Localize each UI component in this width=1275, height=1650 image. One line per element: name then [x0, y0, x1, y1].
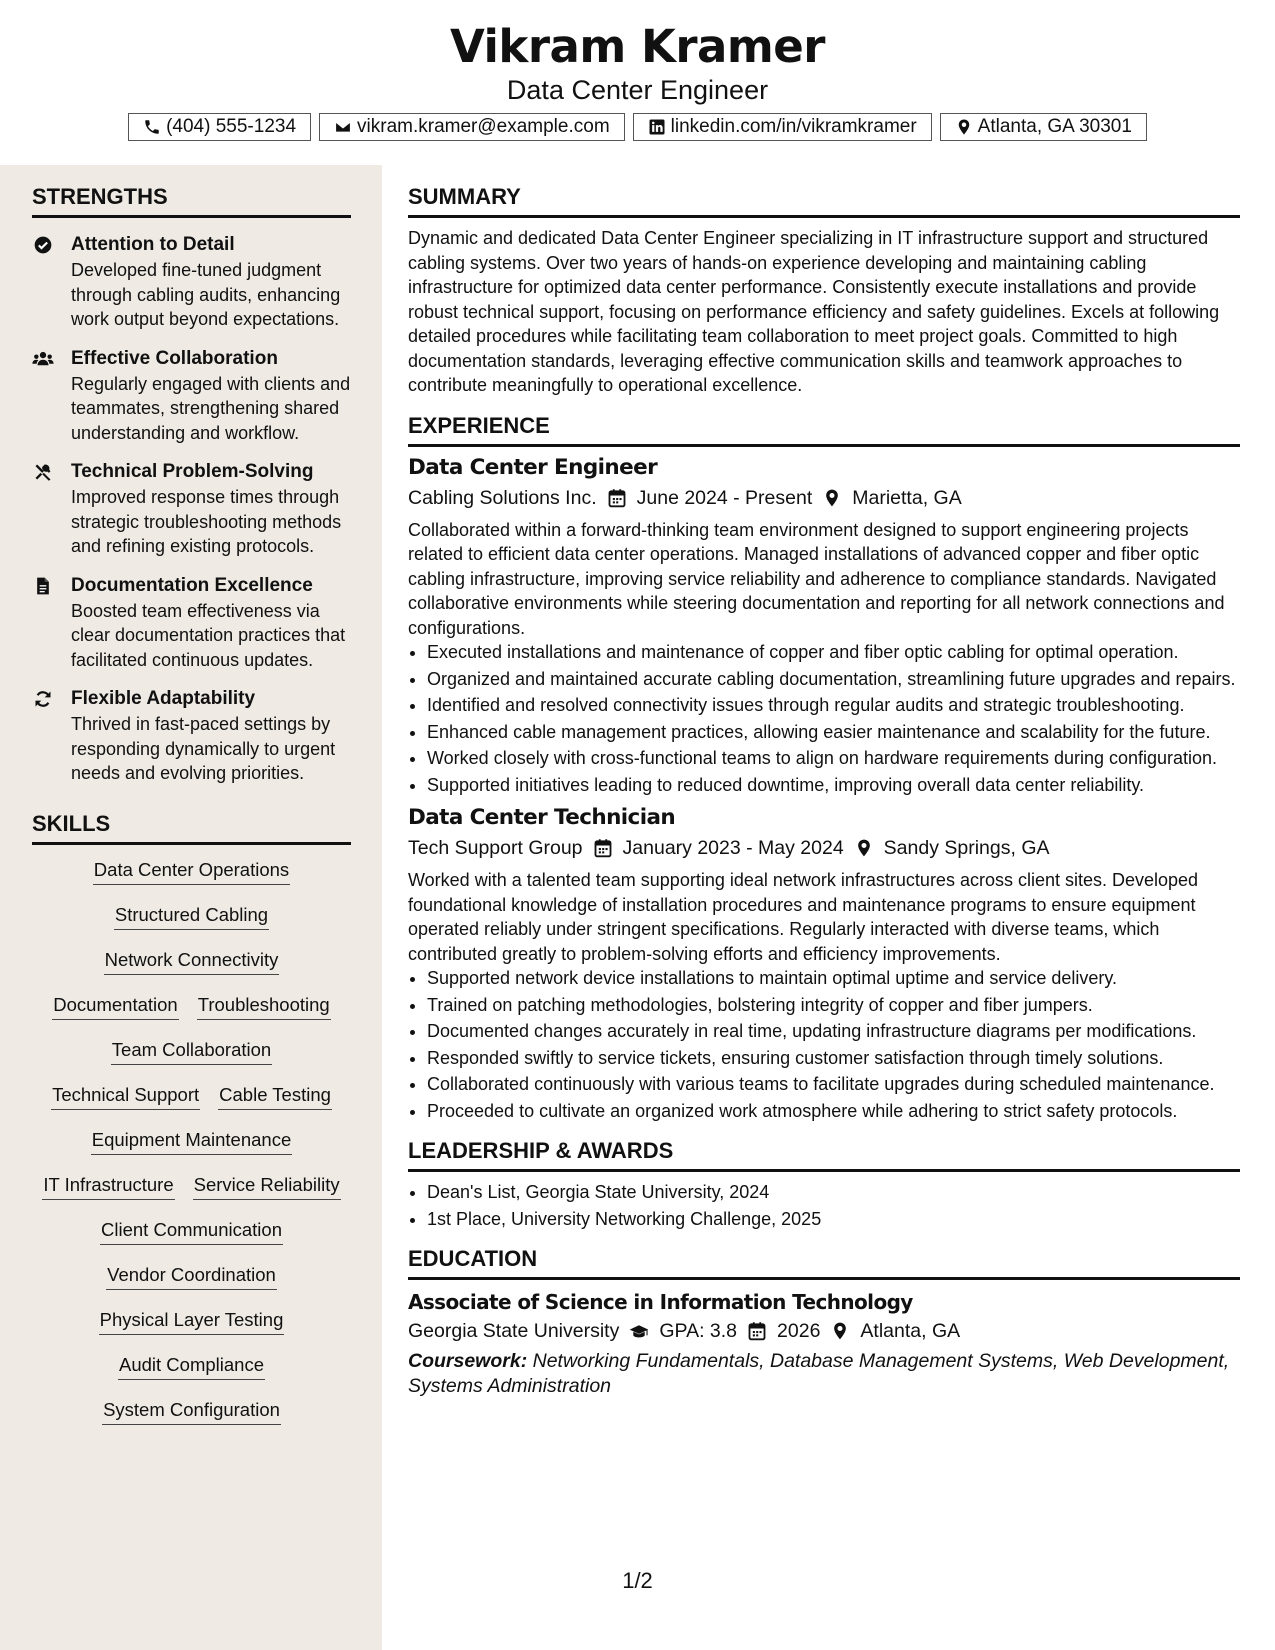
skill-row — [104, 947, 280, 992]
list-item: • Trained on patching methodologies, bolstering integrity of copper and fiber jumpers. — [427, 993, 1240, 1018]
list-item: • Dean's List, Georgia State University, 2024 — [427, 1180, 1240, 1205]
strength-item — [32, 459, 351, 559]
skill-tag: Physical Layer Testing — [99, 1307, 285, 1335]
skill-tag: Equipment Maintenance — [91, 1127, 293, 1155]
skill-tag: Technical Support — [51, 1082, 200, 1110]
skill-tag: Team Collaboration — [111, 1037, 272, 1065]
contact-email[interactable] — [319, 113, 625, 141]
skill-row — [91, 1127, 293, 1172]
strength-item — [32, 232, 351, 332]
skill-tag: Structured Cabling — [114, 902, 269, 930]
gpa: GPA: 3.8 — [659, 1320, 738, 1342]
strengths-heading: STRENGTHS — [32, 183, 351, 218]
skill-row — [102, 1397, 281, 1442]
strength-title: Effective Collaboration — [71, 347, 278, 369]
document-icon — [32, 576, 54, 596]
contact-location — [940, 113, 1147, 141]
strength-item — [32, 686, 351, 786]
job-dates: June 2024 - Present — [636, 486, 813, 509]
skill-row — [118, 1352, 265, 1397]
sidebar — [0, 165, 382, 1650]
tools-icon — [32, 462, 54, 482]
main-content — [408, 165, 1240, 1398]
education-meta — [408, 1317, 1240, 1345]
skill-row — [114, 902, 269, 947]
coursework — [408, 1349, 1240, 1398]
job-title: Data Center Engineer — [408, 454, 658, 480]
skill-row — [52, 992, 330, 1037]
page-number: 1/2 — [622, 1568, 653, 1593]
job-bullets — [408, 640, 1240, 797]
job-entry — [408, 803, 1240, 1123]
contact-location-text: Atlanta, GA 30301 — [977, 116, 1132, 137]
calendar-icon — [593, 838, 613, 858]
job-description: Worked with a talented team supporting ideal network infrastructures across client sites. Developed foundational knowledge of installation procedures and maintenance programs to ensure equipment operated reliably under stringent specifications. Regularly interacted with diverse teams, which contributed greatly to problem-solving efforts and efficiency improvements. — [408, 870, 1199, 964]
skill-tag: Data Center Operations — [93, 857, 290, 885]
strength-title: Attention to Detail — [71, 234, 235, 255]
school-location: Atlanta, GA — [860, 1320, 961, 1342]
list-item: • Responded swiftly to service tickets, ensuring customer satisfaction through timely solutions. — [427, 1046, 1240, 1071]
skill-tag: Network Connectivity — [104, 947, 280, 975]
list-item: • 1st Place, University Networking Challenge, 2025 — [427, 1207, 1240, 1232]
list-item: • Worked closely with cross-functional teams to align on hardware requirements during configuration. — [427, 746, 1240, 771]
job-meta — [408, 834, 1240, 862]
skill-tag: Audit Compliance — [118, 1352, 265, 1380]
strength-title: Documentation Excellence — [71, 574, 313, 596]
list-item: • Collaborated continuously with various teams to facilitate upgrades during scheduled maintenance. — [427, 1072, 1240, 1097]
strength-item — [32, 573, 351, 673]
degree-title: Associate of Science in Information Technology — [408, 1290, 913, 1314]
list-item: • Enhanced cable management practices, allowing easier maintenance and scalability for the future. — [427, 720, 1240, 745]
graduation-year: 2026 — [777, 1320, 821, 1342]
skill-row — [93, 857, 290, 902]
map-pin-icon — [822, 488, 842, 508]
job-title: Data Center Technician — [408, 805, 676, 830]
job-dates: January 2023 - May 2024 — [622, 837, 844, 859]
strength-desc: Improved response times through strategic troubleshooting methods and refining existing protocols. — [71, 487, 342, 556]
contact-bar — [0, 113, 1275, 141]
job-company: Cabling Solutions Inc. — [408, 486, 597, 509]
phone-icon — [143, 118, 161, 136]
skills-list — [32, 857, 351, 1442]
skill-tag: Cable Testing — [218, 1082, 332, 1110]
linkedin-icon — [648, 118, 666, 136]
school-name: Georgia State University — [408, 1320, 620, 1342]
calendar-icon — [747, 1321, 767, 1341]
skill-row — [51, 1082, 332, 1127]
education-heading: EDUCATION — [408, 1245, 1240, 1280]
skill-tag: Service Reliability — [193, 1172, 341, 1200]
strength-desc: Boosted team effectiveness via clear documentation practices that facilitated continuous updates. — [71, 600, 346, 670]
coursework-label: Coursework: — [408, 1350, 528, 1372]
list-item: • Documented changes accurately in real time, updating infrastructure diagrams per modifications. — [427, 1019, 1240, 1044]
contact-phone[interactable] — [128, 113, 311, 141]
strength-title: Technical Problem-Solving — [71, 461, 314, 482]
awards-heading: LEADERSHIP & AWARDS — [408, 1137, 1240, 1172]
strength-desc: Thrived in fast-paced settings by responding dynamically to urgent needs and evolving priorities. — [71, 714, 336, 783]
skill-row — [111, 1037, 272, 1082]
list-item: • Proceeded to cultivate an organized work atmosphere while adhering to strict safety protocols. — [427, 1099, 1240, 1124]
candidate-name: Vikram Kramer — [449, 20, 826, 73]
job-company: Tech Support Group — [408, 837, 583, 859]
contact-phone-text: (404) 555-1234 — [166, 116, 297, 137]
list-item: • Organized and maintained accurate cabling documentation, streamlining future upgrades and repairs. — [427, 667, 1240, 692]
check-circle-icon — [32, 235, 54, 255]
coursework-list: Networking Fundamentals, Database Management Systems, Web Development, Systems Administration — [408, 1350, 1230, 1397]
candidate-title: Data Center Engineer — [506, 75, 769, 105]
contact-linkedin[interactable] — [633, 113, 932, 141]
job-entry — [408, 453, 1240, 798]
calendar-icon — [607, 488, 627, 508]
strength-desc: Regularly engaged with clients and teammates, strengthening shared understanding and workflow. — [71, 373, 351, 443]
experience-heading: EXPERIENCE — [408, 412, 1240, 447]
job-bullets — [408, 966, 1240, 1123]
contact-email-text: vikram.kramer@example.com — [357, 116, 610, 137]
skill-tag: Troubleshooting — [197, 992, 331, 1020]
strength-item — [32, 346, 351, 446]
resume-header — [0, 0, 1275, 160]
skill-tag: Documentation — [52, 992, 178, 1020]
envelope-icon — [334, 118, 352, 136]
skill-row — [100, 1217, 283, 1262]
strength-desc: Developed fine-tuned judgment through cabling audits, enhancing work output beyond expectations. — [71, 260, 341, 329]
list-item: • Supported network device installations to maintain optimal uptime and service delivery. — [427, 966, 1240, 991]
job-location: Marietta, GA — [852, 486, 962, 509]
skill-tag: IT Infrastructure — [42, 1172, 174, 1200]
skills-heading: SKILLS — [32, 810, 351, 845]
job-location: Sandy Springs, GA — [883, 837, 1050, 859]
list-item: • Supported initiatives leading to reduced downtime, improving overall data center reliability. — [427, 773, 1240, 798]
list-item: • Identified and resolved connectivity issues through regular audits and strategic troubleshooting. — [427, 693, 1240, 718]
sync-icon — [32, 689, 54, 709]
skill-row — [106, 1262, 277, 1307]
job-description: Collaborated within a forward-thinking team environment designed to support engineering projects related to efficient data center operations. Managed installations of advanced copper and fiber optic cabling infrastructure, improving service reliability and adherence to compliance standards. Navigated collaborative environments while steering documentation and reporting for all network connections and configurations. — [408, 519, 1225, 638]
skill-row — [99, 1307, 285, 1352]
job-meta — [408, 484, 1240, 512]
map-pin-icon — [854, 838, 874, 858]
summary-text: Dynamic and dedicated Data Center Engineer specializing in IT infrastructure support and structured cabling systems. Over two years of hands-on experience developing and maintaining cabling infrastructure for optimized data center performance. Consistently execute installations and provide robust technical support, focusing on performance efficiency and safety guidelines. Excels at following detailed procedures while facilitating team collaboration to meet project goals. Committed to high documentation standards, leveraging effective communication skills and teamwork approaches to contribute meaningfully to operational excellence. — [408, 228, 1220, 395]
skill-tag: System Configuration — [102, 1397, 281, 1425]
map-pin-icon — [830, 1321, 850, 1341]
skill-tag: Client Communication — [100, 1217, 283, 1245]
strength-title: Flexible Adaptability — [71, 688, 256, 709]
summary-heading: SUMMARY — [408, 183, 1240, 218]
graduation-cap-icon — [629, 1321, 649, 1341]
skill-row — [42, 1172, 340, 1217]
list-item: • Executed installations and maintenance of copper and fiber optic cabling for optimal operation. — [427, 640, 1240, 665]
contact-linkedin-text: linkedin.com/in/vikramkramer — [670, 116, 917, 137]
users-icon — [32, 349, 54, 369]
skill-tag: Vendor Coordination — [106, 1262, 277, 1290]
awards-list — [408, 1180, 1240, 1231]
map-pin-icon — [955, 118, 973, 136]
